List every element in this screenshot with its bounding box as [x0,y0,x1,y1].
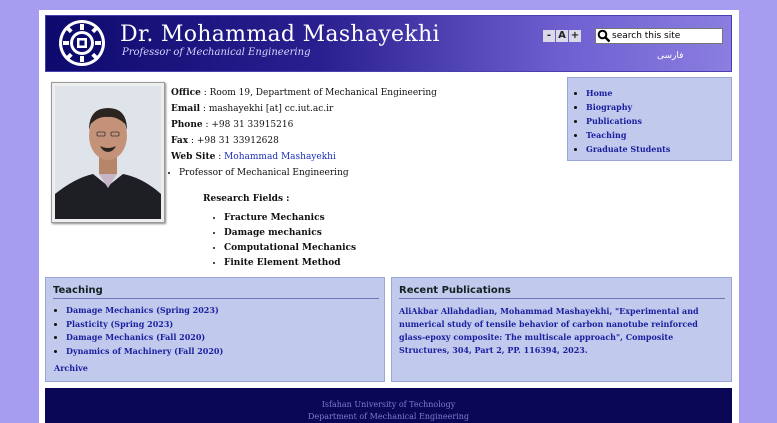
contact-info [171,85,437,165]
course-link[interactable]: Dynamics of Machinery (Fall 2020) [66,345,224,356]
course-link[interactable]: Plasticity (Spring 2023) [66,318,174,329]
site-header [45,15,732,72]
website-label: Web Site [171,152,216,162]
phone-label: Phone [171,120,203,130]
search-icon[interactable] [597,29,611,43]
portrait-image [55,86,161,219]
persian-language-link[interactable]: فارسی [657,51,684,61]
site-title: Dr. Mohammad Mashayekhi [120,22,440,47]
office-row: Office : Room 19, Department of Mechanical Engineering [171,88,437,98]
research-field: • Computational Mechanics [224,241,356,256]
footer-university: Isfahan University of Technology [321,400,456,409]
profile-photo [51,82,165,223]
nav-item-home [586,86,670,100]
search-box [595,28,723,44]
nav-link-home[interactable]: Home [586,88,613,98]
research-field: • Fracture Mechanics [224,211,356,226]
nav-item-graduate-students [586,142,670,156]
archive-link[interactable]: Archive [54,363,88,373]
search-input[interactable] [611,29,719,43]
side-navigation [567,77,732,161]
course-link[interactable]: Damage Mechanics (Spring 2023) [66,305,219,315]
website-row: Web Site : Mohammad Mashayekhi [171,152,336,162]
nav-list [586,86,670,156]
font-reset-button[interactable]: A [556,30,568,42]
office-label: Office [171,88,201,98]
teaching-title: Teaching [53,285,103,296]
nav-link-teaching[interactable]: Teaching [586,130,627,140]
nav-item-teaching [586,128,670,142]
email-label: Email [171,104,201,114]
publications-title: Recent Publications [399,285,511,296]
fax-row: Fax : +98 31 33912628 [171,136,279,146]
font-size-controls [543,30,581,42]
nav-link-publications[interactable]: Publications [586,116,642,126]
footer-department: Department of Mechanical Engineering [308,412,469,421]
course-item [66,331,223,345]
phone-row: Phone : +98 31 33915216 [171,120,294,130]
website-link[interactable]: Mohammad Mashayekhi [224,152,336,162]
role-list [179,168,349,178]
page-container [39,10,739,423]
nav-link-biography[interactable]: Biography [586,102,633,112]
nav-item-biography [586,100,670,114]
course-item [66,318,223,332]
course-item [66,304,223,318]
publication-entry[interactable]: AliAkbar Allahdadian, Mohammad Mashayekhi, "Experimental and numerical study of tensile behavior of carbon nanotube reinforced glass-epoxy composite: The multiscale approach", Composite Structures, 304, Part 2, PP. 116394, 2023. [399,306,699,355]
email-row: Email : mashayekhi [at] cc.iut.ac.ir [171,104,334,114]
research-field: • Finite Element Method [224,256,356,271]
site-footer [45,388,732,423]
phone-value: +98 31 33915216 [211,120,294,130]
portrait-illustration [55,86,161,219]
nav-item-publications [586,114,670,128]
teaching-divider [53,298,379,299]
fax-label: Fax [171,136,189,146]
publications-panel [391,277,732,382]
course-link[interactable]: Damage Mechanics (Fall 2020) [66,332,206,342]
publications-divider [399,298,725,299]
email-value: mashayekhi [at] cc.iut.ac.ir [208,104,334,114]
font-decrease-button[interactable]: - [543,30,555,42]
course-item [66,345,223,359]
font-increase-button[interactable]: + [570,30,580,41]
site-subtitle: Professor of Mechanical Engineering [122,47,311,58]
fax-value: +98 31 33912628 [196,136,279,146]
research-field: • Damage mechanics [224,226,356,241]
university-logo-icon[interactable] [58,19,106,67]
nav-link-graduate-students[interactable]: Graduate Students [586,144,671,154]
research-fields-list [224,211,356,271]
research-fields-title: Research Fields : [203,194,290,204]
role-item: • Professor of Mechanical Engineering [179,168,349,178]
office-value: Room 19, Department of Mechanical Engineering [209,88,437,98]
teaching-panel [45,277,385,382]
course-list [66,304,223,358]
